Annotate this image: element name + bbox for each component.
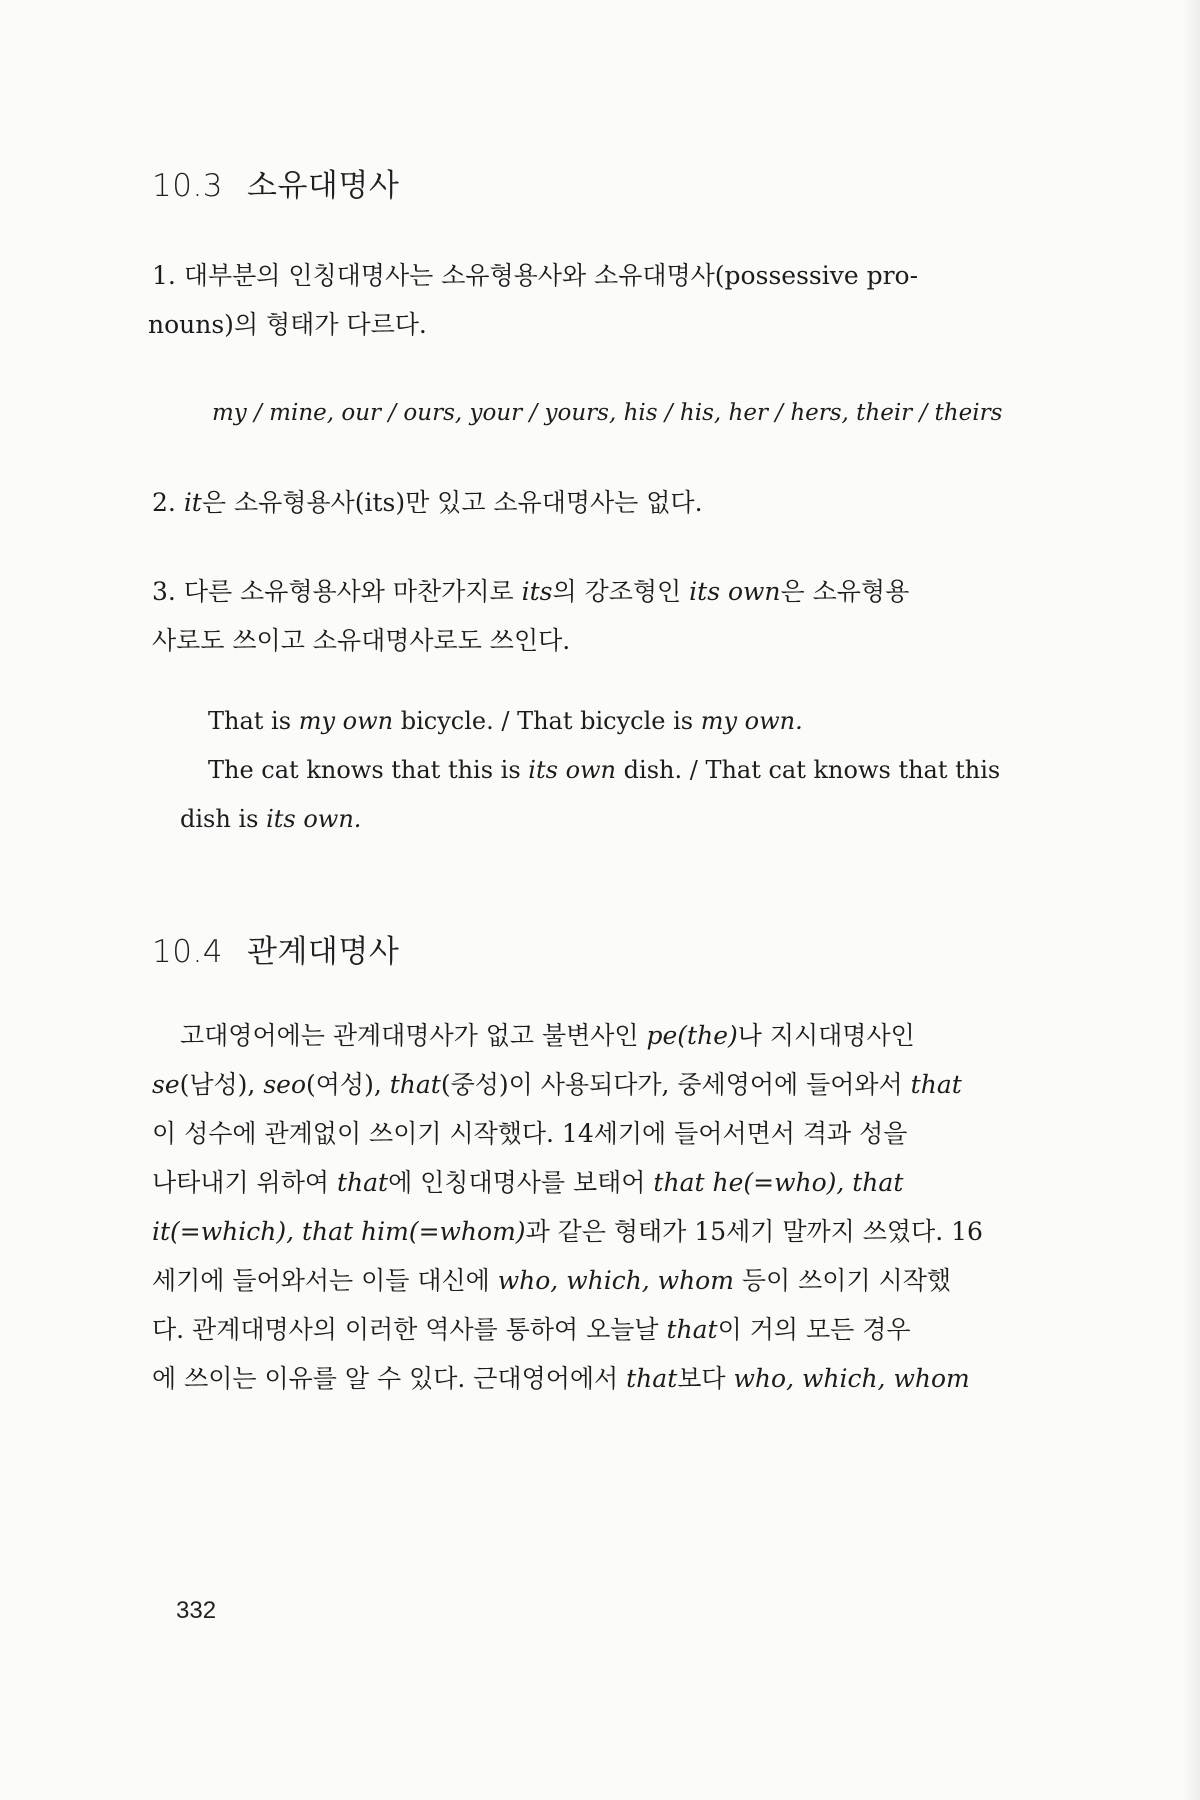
item-1 xyxy=(152,251,1032,300)
section-number: 10.3 xyxy=(152,168,224,204)
paragraph-line xyxy=(152,1256,1032,1305)
paragraph-line xyxy=(152,1060,1032,1109)
section-heading-10-4 xyxy=(152,926,1032,971)
item-text: 사로도 쓰이고 소유대명사로도 쓰인다. xyxy=(152,626,571,655)
term: it(=which), that him(=whom) xyxy=(152,1217,526,1246)
text: 세기에 들어와서는 이들 대신에 xyxy=(152,1266,490,1295)
text: 다. 관계대명사의 이러한 역사를 통하여 오늘날 xyxy=(152,1315,659,1344)
text: 고대영어에는 관계대명사가 없고 불변사인 xyxy=(180,1021,639,1050)
term: seo xyxy=(263,1070,307,1099)
text: (여성), xyxy=(306,1070,382,1099)
term: that xyxy=(666,1315,718,1344)
item-2 xyxy=(152,478,1032,527)
scan-edge-shadow xyxy=(1182,0,1200,1800)
item-3-continued xyxy=(152,616,1032,665)
term-its-own: its own. xyxy=(266,805,362,833)
term: that xyxy=(336,1168,389,1197)
examples-block xyxy=(152,697,1032,844)
text: 나 지시대명사인 xyxy=(737,1021,915,1050)
relative-pronoun-paragraph xyxy=(152,1011,1032,1403)
text: 이 거의 모든 경우 xyxy=(717,1315,911,1344)
term: pe(the) xyxy=(646,1021,738,1050)
example-1 xyxy=(208,697,1032,746)
term-its-own: its own xyxy=(689,577,781,606)
term: se xyxy=(152,1070,180,1099)
page-number: 332 xyxy=(176,1597,217,1624)
term-its-own: its own xyxy=(528,756,617,784)
item-text: 대부분의 인칭대명사는 소유형용사와 소유대명사(possessive pro- xyxy=(183,261,919,290)
text: (남성), xyxy=(179,1070,256,1099)
paragraph-line xyxy=(152,1109,1032,1158)
example-text: dish is xyxy=(180,805,259,833)
text: (중성)이 사용되다가, 중세영어에 들어와서 xyxy=(440,1070,903,1099)
term: who, which, whom xyxy=(497,1266,734,1295)
text: 과 같은 형태가 15세기 말까지 쓰였다. 16 xyxy=(525,1217,983,1246)
pronoun-pairs xyxy=(212,389,1032,438)
section-title: 관계대명사 xyxy=(247,934,400,970)
paragraph-line xyxy=(152,1207,1032,1256)
paragraph-line xyxy=(152,1305,1032,1354)
example-text: The cat knows that this is xyxy=(208,756,521,784)
item-text: 은 소유형용 xyxy=(780,577,910,606)
example-2-continued xyxy=(180,795,1032,844)
paragraph-line xyxy=(180,1011,1032,1060)
term-my-own: my own xyxy=(298,707,394,735)
section-heading-10-3 xyxy=(152,160,1032,205)
item-text: nouns)의 형태가 다르다. xyxy=(148,310,427,339)
term: that xyxy=(389,1070,441,1099)
item-3 xyxy=(152,567,1032,616)
paragraph-line xyxy=(152,1158,1032,1207)
term-it: it xyxy=(183,488,202,517)
text: 등이 쓰이기 시작했 xyxy=(741,1266,952,1295)
text: 에 쓰이는 이유를 알 수 있다. 근대영어에서 xyxy=(152,1364,619,1393)
text: 보다 xyxy=(677,1364,726,1393)
section-title: 소유대명사 xyxy=(247,168,400,204)
term: that he(=who), that xyxy=(653,1168,904,1197)
pronoun-pairs-text: my / mine, our / ours, your / yours, his / his, her / hers, their / theirs xyxy=(212,400,1003,426)
item-number: 2. xyxy=(152,488,176,517)
section-number: 10.4 xyxy=(152,934,224,970)
item-text: 의 강조형인 xyxy=(552,577,682,606)
example-text: dish. / That cat knows that this xyxy=(623,756,1001,784)
text: 에 인칭대명사를 보태어 xyxy=(388,1168,646,1197)
page-content xyxy=(148,160,1032,1403)
term-its: its xyxy=(521,577,553,606)
paragraph-line xyxy=(152,1354,1032,1403)
text: 나타내기 위하여 xyxy=(152,1168,329,1197)
item-number: 3. xyxy=(152,577,176,606)
example-text: That is xyxy=(208,707,292,735)
term: that xyxy=(910,1070,962,1099)
item-text: 은 소유형용사(its)만 있고 소유대명사는 없다. xyxy=(201,488,703,517)
text: 이 성수에 관계없이 쓰이기 시작했다. 14세기에 들어서면서 격과 성을 xyxy=(152,1119,908,1148)
item-number: 1. xyxy=(152,261,176,290)
item-1-continued xyxy=(148,300,1032,349)
example-text: bicycle. / That bicycle is xyxy=(400,707,694,735)
term: that xyxy=(626,1364,678,1393)
item-text: 다른 소유형용사와 마찬가지로 xyxy=(183,577,514,606)
example-2 xyxy=(208,746,1032,795)
term: who, which, whom xyxy=(733,1364,970,1393)
term-my-own: my own. xyxy=(700,707,803,735)
